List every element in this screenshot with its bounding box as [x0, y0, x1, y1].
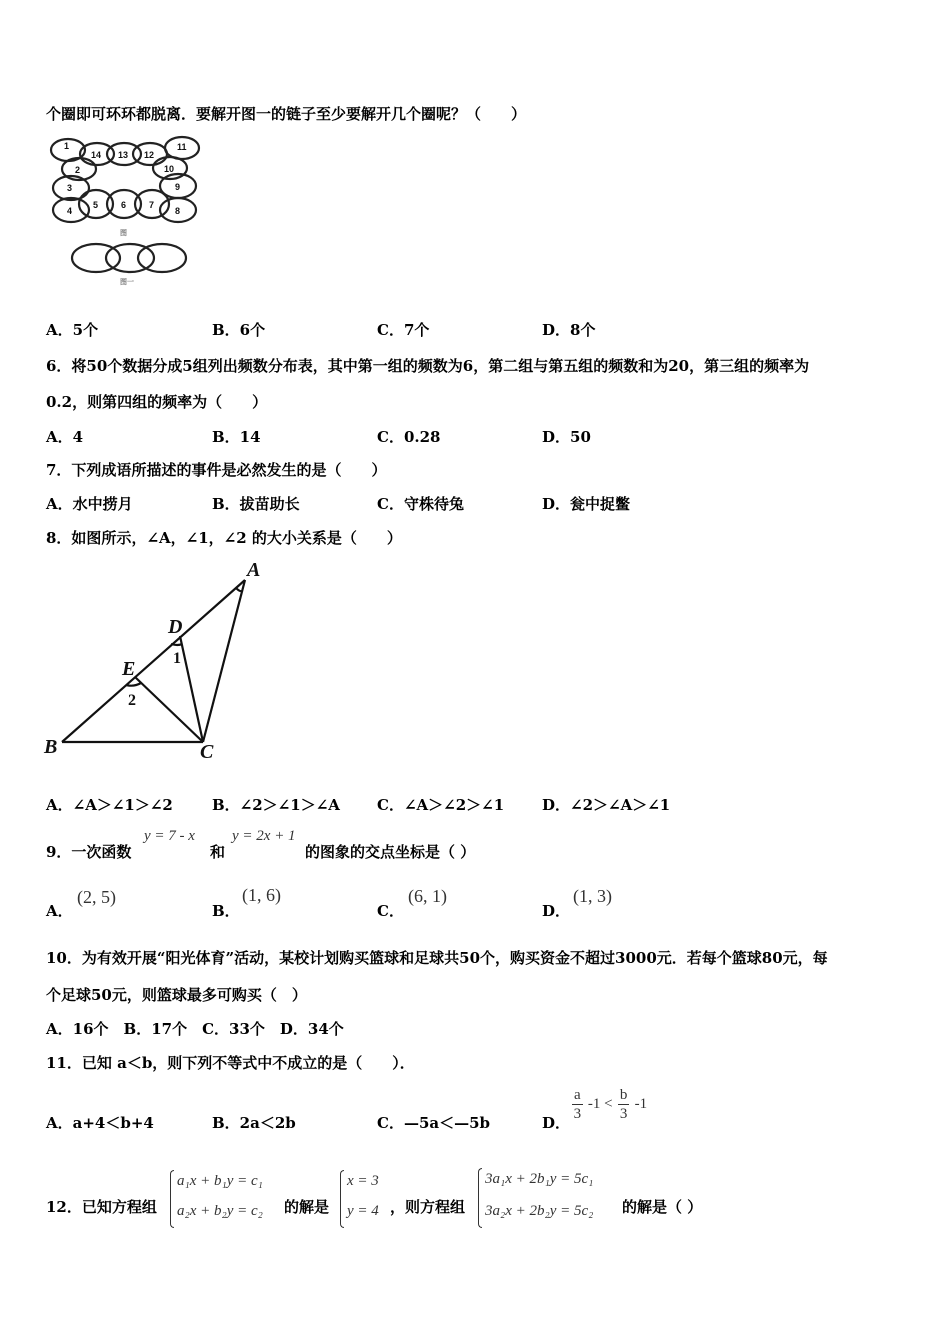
segment-BA — [62, 580, 245, 742]
segment-EC — [135, 677, 203, 742]
ring-label: 8 — [175, 206, 181, 216]
q9-option-b-letter[interactable]: B． — [212, 902, 240, 920]
minus-one-less: -1 < — [587, 1096, 613, 1112]
system-1-eq2: a₂x + b₂y = c₂ — [177, 1203, 263, 1219]
q9-option-a-value[interactable]: (2, 5) — [77, 887, 116, 907]
q8-option-d[interactable]: D．∠2＞∠A＞∠1 — [542, 796, 671, 814]
q11-option-b[interactable]: B．2a＜2b — [212, 1114, 296, 1132]
system-2-eq2: 3a₂x + 2b₂y = 5c₂ — [485, 1203, 594, 1219]
q11-option-d-expression[interactable] — [572, 1086, 647, 1123]
solution-y: y = 4 — [347, 1203, 379, 1219]
ring-label: 2 — [75, 165, 81, 175]
q12-prefix: 12．已知方程组 — [46, 1198, 157, 1216]
solution-brace — [340, 1170, 344, 1228]
q7-option-b[interactable]: B．拔苗助长 — [212, 495, 300, 513]
figure-caption-bottom: 图一 — [120, 279, 134, 286]
q9-option-d-letter[interactable]: D． — [542, 902, 571, 920]
minus-one: -1 — [634, 1096, 648, 1112]
q11-option-c[interactable]: C．—5a＜—5b — [377, 1114, 491, 1132]
q9-function-2: y = 2x + 1 — [232, 828, 296, 844]
label-C: C — [200, 741, 214, 763]
label-E: E — [122, 658, 136, 680]
q9-function-1: y = 7 - x — [144, 828, 195, 844]
q9-suffix: 的图象的交点坐标是（ ） — [305, 843, 476, 861]
q7-stem: 7．下列成语所描述的事件是必然发生的是（ ） — [46, 461, 387, 479]
q10-stem-line2: 个足球50元，则篮球最多可购买（ ） — [46, 986, 307, 1004]
q10-options[interactable]: A．16个 B．17个 C．33个 D．34个 — [46, 1020, 344, 1038]
q9-and: 和 — [210, 843, 226, 861]
angle-A-arc — [236, 588, 242, 591]
q8-stem: 8．如图所示，∠A，∠1，∠2 的大小关系是（ ） — [46, 529, 402, 547]
ring-label: 4 — [67, 206, 73, 216]
figure-caption-top: 图 — [120, 230, 127, 237]
q9-option-a-letter[interactable]: A． — [46, 902, 73, 920]
system-2-brace — [478, 1168, 482, 1228]
q9-prefix: 9．一次函数 — [46, 843, 132, 861]
q5-stem: 个圈即可环环都脱离．要解开图一的链子至少要解开几个圈呢？（ ） — [46, 105, 527, 123]
segment-AC — [203, 580, 245, 742]
q11-stem: 11．已知 a＜b，则下列不等式中不成立的是（ ）． — [46, 1054, 415, 1072]
q12-then-system: ，则方程组 — [390, 1198, 466, 1216]
q6-option-a[interactable]: A．4 — [46, 428, 84, 446]
q6-option-c[interactable]: C．0.28 — [377, 428, 441, 446]
ring-label: 7 — [149, 200, 155, 210]
fraction-a-over-3: $\frac{a}{3}$ — [573, 1087, 582, 1122]
q9-option-c-letter[interactable]: C． — [377, 902, 404, 920]
q8-option-b[interactable]: B．∠2＞∠1＞∠A — [212, 796, 340, 814]
ring-label: 3 — [67, 183, 73, 193]
q8-option-a[interactable]: A．∠A＞∠1＞∠2 — [46, 796, 173, 814]
ring-label: 10 — [164, 164, 175, 174]
q9-option-c-value[interactable]: (6, 1) — [408, 886, 447, 906]
q6-option-b[interactable]: B．14 — [212, 428, 261, 446]
q10-stem-line1: 10．为有效开展“阳光体育”活动，某校计划购买篮球和足球共50个，购买资金不超过3000元．若每个篮球80元，每 — [46, 949, 828, 967]
q8-option-c[interactable]: C．∠A＞∠2＞∠1 — [377, 796, 505, 814]
q5-option-c[interactable]: C．7个 — [377, 321, 430, 339]
q9-option-b-value[interactable]: (1, 6) — [242, 885, 281, 905]
label-angle-1: 1 — [173, 650, 181, 667]
system-1-brace — [170, 1170, 174, 1228]
system-1-eq1: a₁x + b₁y = c₁ — [177, 1173, 263, 1189]
system-2-eq1: 3a₁x + 2b₁y = 5c₁ — [485, 1171, 594, 1187]
q7-option-a[interactable]: A．水中捞月 — [46, 495, 133, 513]
label-angle-2: 2 — [128, 692, 136, 709]
q8-triangle-figure — [40, 556, 280, 766]
fraction-b-over-3: $\frac{b}{3}$ — [619, 1087, 628, 1122]
ring-label: 11 — [177, 142, 187, 152]
lower-ring-3 — [138, 244, 186, 272]
q6-stem-line2: 0.2，则第四组的频率为（ ） — [46, 393, 268, 411]
ring-label: 6 — [121, 200, 127, 210]
q12-solution-label: 的解是 — [284, 1198, 330, 1216]
angle-1-arc — [171, 644, 182, 645]
ring-label: 5 — [93, 200, 99, 210]
ring-label: 1 — [64, 141, 70, 151]
q12-suffix: 的解是（ ） — [622, 1198, 703, 1216]
label-A: A — [247, 559, 261, 581]
q11-option-d[interactable]: D． — [542, 1114, 571, 1132]
q7-option-c[interactable]: C．守株待兔 — [377, 495, 464, 513]
label-B: B — [44, 736, 58, 758]
q5-option-d[interactable]: D．8个 — [542, 321, 596, 339]
q5-chain-figure — [44, 134, 219, 294]
ring-label: 13 — [118, 150, 129, 160]
q5-option-a[interactable]: A．5个 — [46, 321, 99, 339]
ring-label: 12 — [144, 150, 155, 160]
q6-option-d[interactable]: D．50 — [542, 428, 591, 446]
q7-option-d[interactable]: D．瓮中捉鳖 — [542, 495, 631, 513]
solution-x: x = 3 — [347, 1173, 379, 1189]
ring-label: 9 — [175, 182, 181, 192]
q9-option-d-value[interactable]: (1, 3) — [573, 886, 612, 906]
segment-DC — [180, 636, 203, 742]
q11-option-a[interactable]: A．a+4＜b+4 — [46, 1114, 154, 1132]
ring-label: 14 — [91, 150, 102, 160]
q6-stem-line1: 6．将50个数据分成5组列出频数分布表，其中第一组的频数为6，第二组与第五组的频数和为20，第三组的频率为 — [46, 357, 810, 375]
q5-option-b[interactable]: B．6个 — [212, 321, 266, 339]
label-D: D — [168, 616, 183, 638]
